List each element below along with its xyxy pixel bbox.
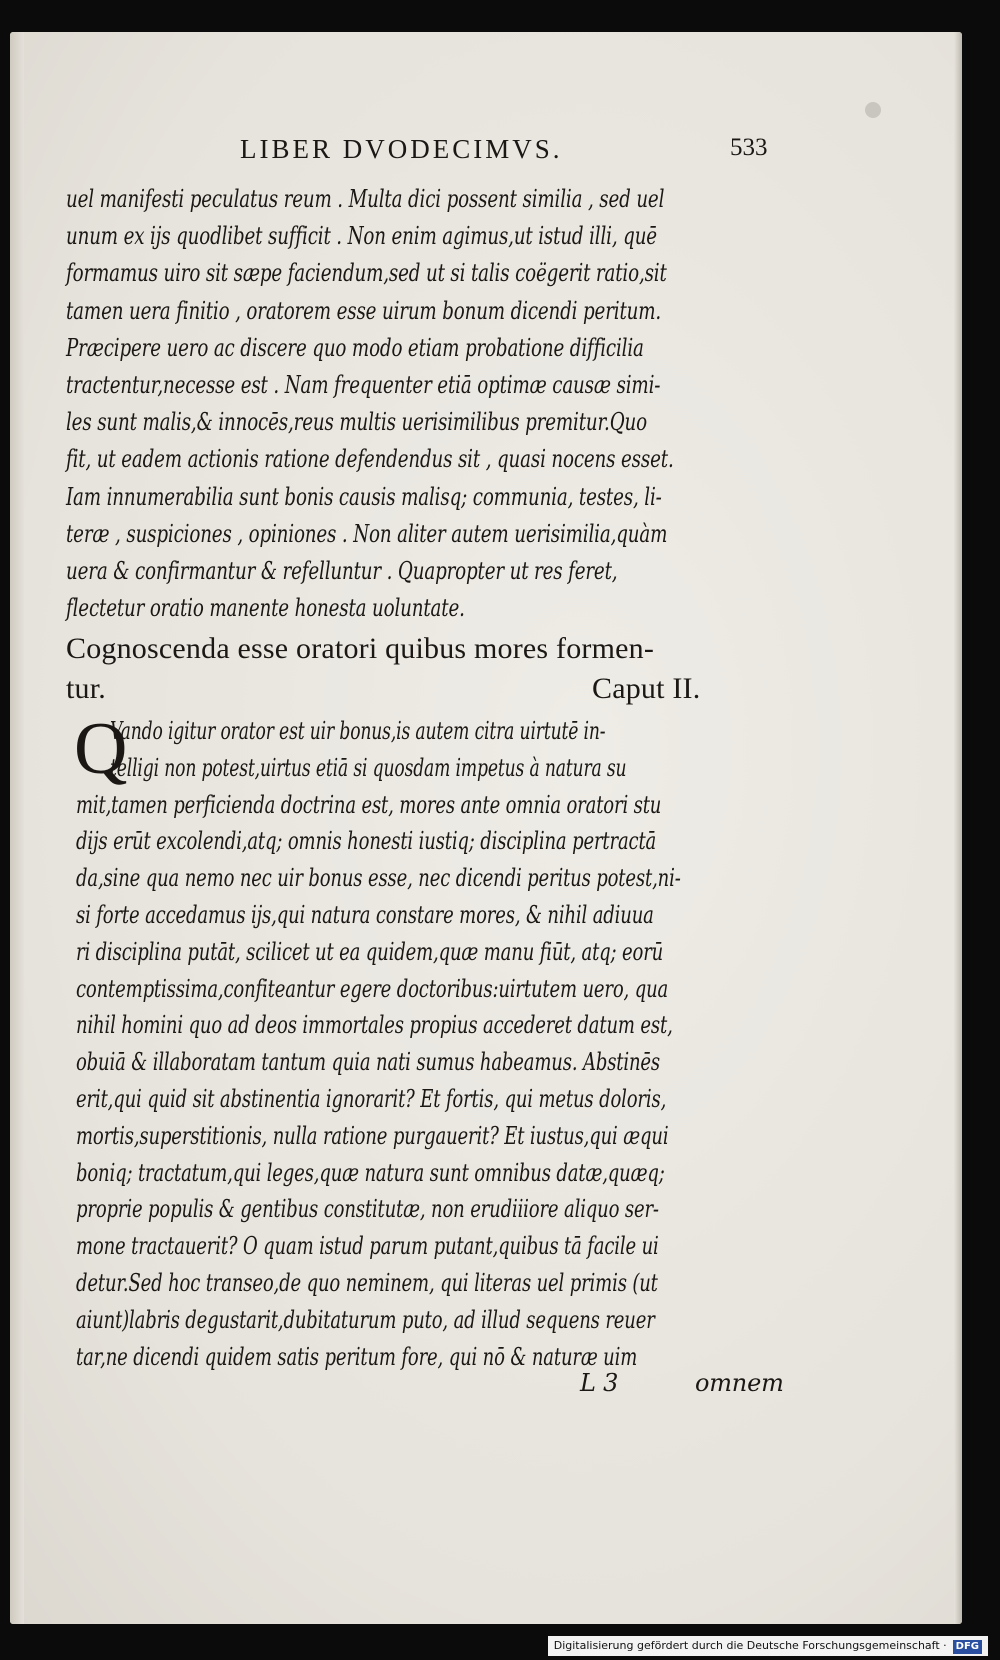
text-line: flectetur oratio manente honesta uoluntate.	[66, 594, 465, 623]
chapter-text-line: detur.Sed hoc transeo,de quo neminem, qui literas uel primis (ut	[76, 1269, 658, 1297]
chapter-text-line: mortis,superstitionis, nulla ratione purgauerit? Et iustus,qui æqui	[76, 1121, 669, 1150]
text-line: unum ex ijs quodlibet sufficit . Non enim agimus,ut istud illi, quē	[66, 222, 657, 251]
chapter-text-line: nihil homini quo ad deos immortales propius accederet datum est,	[76, 1011, 673, 1040]
digitization-credit	[548, 1636, 988, 1656]
chapter-text-line: proprie populis & gentibus constitutæ, non erudiiiore aliquo ser-	[76, 1195, 659, 1224]
page-number: 533	[730, 134, 768, 161]
chapter-text-line: obuiā & illaboratam tantum quia nati sumus habeamus. Abstinēs	[76, 1048, 661, 1077]
chapter-text-line: si forte accedamus ijs,qui natura constare mores, & nihil adiuua	[76, 901, 654, 929]
text-line: fit, ut eadem actionis ratione defendendus sit , quasi nocens esset.	[66, 445, 674, 474]
text-line: teræ , suspiciones , opiniones . Non aliter autem uerisimilia,quàm	[66, 519, 668, 548]
chapter-text-line: erit,qui quid sit abstinentia ignorarit? Et fortis, qui metus doloris,	[76, 1085, 667, 1113]
running-title: LIBER DVODECIMVS.	[240, 134, 563, 164]
chapter-text-line: contemptissima,confiteantur egere doctoribus:uirtutem uero, qua	[76, 974, 669, 1003]
catchword: omnem	[695, 1369, 784, 1397]
dfg-logo-icon: DFG	[953, 1640, 982, 1654]
chapter-text-line: tar,ne dicendi quidem satis peritum fore, qui nō & naturæ uim	[76, 1342, 638, 1371]
text-line: uel manifesti peculatus reum . Multa dici possent similia , sed uel	[66, 185, 665, 213]
chapter-heading-line-1: Cognoscenda esse oratori quibus mores formen-	[66, 632, 655, 665]
page-gutter-edge	[10, 32, 24, 1624]
text-line: tamen uera finitio , oratorem esse uirum bonum dicendi peritum.	[66, 296, 662, 325]
chapter-text-line: ri disciplina putāt, scilicet ut ea quidem,quæ manu fiūt, atq; eorū	[76, 937, 664, 966]
text-line: Iam innumerabilia sunt bonis causis malisq; communia, testes, li-	[66, 482, 662, 511]
chapter-text-line: mit,tamen perficienda doctrina est, mores ante omnia oratori stu	[76, 790, 662, 819]
credit-text: Digitalisierung gefördert durch die Deutsche Forschungsgemeinschaft ·	[553, 1639, 947, 1652]
chapter-number: Caput II.	[592, 672, 701, 705]
text-line: tractentur,necesse est . Nam frequenter etiā optimæ causæ simi-	[66, 371, 661, 399]
chapter-text-line: Vando igitur orator est uir bonus,is autem citra uirtutē in-	[110, 717, 606, 745]
book-page	[10, 32, 962, 1624]
signature-mark: L 3	[580, 1369, 619, 1397]
paper-spot-mark	[865, 102, 881, 118]
text-line: formamus uiro sit sæpe faciendum,sed ut si talis coëgerit ratio,sit	[66, 259, 667, 288]
text-line: Præcipere uero ac discere quo modo etiam probatione difficilia	[66, 333, 644, 362]
chapter-text-line: mone tractauerit? O quam istud parum putant,quibus tā facile ui	[76, 1232, 659, 1261]
page-outer-edge	[954, 32, 962, 1624]
chapter-text-line: telligi non potest,uirtus etiā si quosdam impetus à natura su	[110, 753, 627, 782]
text-line: les sunt malis,& innocēs,reus multis uerisimilibus premitur.Quo	[66, 408, 647, 437]
chapter-text-line: dijs erūt excolendi,atq; omnis honesti iustiq; disciplina pertractā	[76, 827, 657, 856]
drop-cap: Q	[74, 708, 128, 790]
chapter-heading-line-2: tur.	[66, 672, 106, 705]
chapter-text-line: aiunt)labris degustarit,dubitaturum puto, ad illud sequens reuer	[76, 1305, 655, 1334]
chapter-text-line: boniq; tractatum,qui leges,quæ natura sunt omnibus datæ,quæq;	[76, 1158, 665, 1187]
chapter-text-line: da,sine qua nemo nec uir bonus esse, nec dicendi peritus potest,ni-	[76, 864, 681, 893]
text-line: uera & confirmantur & refelluntur . Quapropter ut res feret,	[66, 557, 618, 585]
